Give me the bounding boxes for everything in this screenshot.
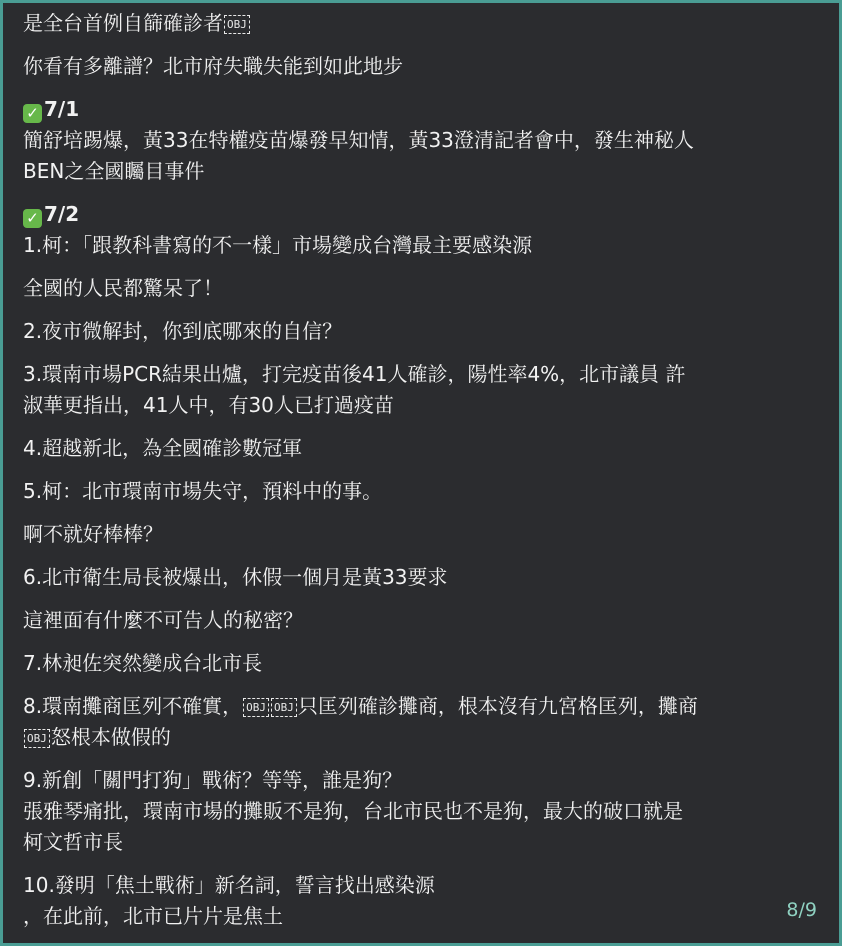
date-heading-7-2: [23, 199, 819, 230]
section-7-1: [23, 94, 819, 187]
text-line: 7.林昶佐突然變成台北市長: [23, 651, 263, 675]
text-line: 1.柯：「跟教科書寫的不一樣」市場變成台灣最主要感染源: [23, 233, 533, 257]
text-line: [23, 722, 819, 753]
text-line: 啊不就好棒棒？: [23, 522, 163, 546]
paragraph: [23, 519, 819, 550]
check-mark-icon: ✓: [23, 209, 42, 228]
object-placeholder-icon: OBJ: [243, 698, 269, 717]
date-label: 7/1: [44, 97, 80, 121]
text-line: 張雅琴痛批，環南市場的攤販不是狗，台北市民也不是狗，最大的破口就是: [23, 799, 683, 823]
text-line: 6.北市衛生局長被爆出，休假一個月是黃33要求: [23, 565, 448, 589]
section-7-2: [23, 199, 819, 261]
text-line: BEN之全國矚目事件: [23, 159, 205, 183]
page-counter: 8/9: [786, 899, 817, 921]
paragraph-intro-2: [23, 51, 819, 82]
text-line: 3.環南市場PCR結果出爐，打完疫苗後41人確診，陽性率4%，北市議員 許: [23, 362, 686, 386]
list-item-10: [23, 870, 819, 932]
check-mark-icon: ✓: [23, 104, 42, 123]
list-item-9: [23, 765, 819, 858]
text-line: 10.發明「焦土戰術」新名詞，誓言找出感染源: [23, 873, 435, 897]
text-fragment: 8.環南攤商匡列不確實，: [23, 694, 243, 718]
date-label: 7/2: [44, 202, 80, 226]
text-line: 這裡面有什麼不可告人的秘密？: [23, 608, 303, 632]
text-line: 簡舒培踢爆，黃33在特權疫苗爆發早知情，黃33澄清記者會中，發生神秘人: [23, 128, 694, 152]
text-line: 你看有多離譜？北市府失職失能到如此地步: [23, 54, 403, 78]
text-fragment: 只匡列確診攤商，根本沒有九宮格匡列，攤商: [297, 694, 698, 718]
message-body: [23, 8, 819, 944]
text-fragment: 怒根本做假的: [50, 725, 171, 749]
text-line: 是全台首例自篩確診者: [23, 11, 223, 35]
object-placeholder-icon: OBJ: [24, 729, 50, 748]
text-line: 4.超越新北，為全國確診數冠軍: [23, 436, 303, 460]
text-line: 全國的人民都驚呆了！: [23, 276, 223, 300]
list-item-8: [23, 691, 819, 753]
object-placeholder-icon: OBJ: [271, 698, 297, 717]
list-item-4: [23, 433, 819, 464]
paragraph-intro-1: [23, 8, 819, 39]
text-line: 2.夜市微解封，你到底哪來的自信？: [23, 319, 343, 343]
text-line: [23, 691, 819, 722]
text-line: ，在此前，北市已片片是焦土: [23, 904, 283, 928]
list-item-6: [23, 562, 819, 593]
paragraph: [23, 273, 819, 304]
object-placeholder-icon: OBJ: [224, 15, 250, 34]
list-item-3: [23, 359, 819, 421]
text-line: 淑華更指出，41人中，有30人已打過疫苗: [23, 393, 394, 417]
list-item-5: [23, 476, 819, 507]
text-line: 柯文哲市長: [23, 830, 123, 854]
list-item-2: [23, 316, 819, 347]
paragraph: [23, 605, 819, 636]
text-line: 5.柯：北市環南市場失守，預料中的事。: [23, 479, 383, 503]
text-line: 9.新創「關門打狗」戰術？等等，誰是狗？: [23, 768, 403, 792]
date-heading-7-1: [23, 94, 819, 125]
list-item-7: [23, 648, 819, 679]
